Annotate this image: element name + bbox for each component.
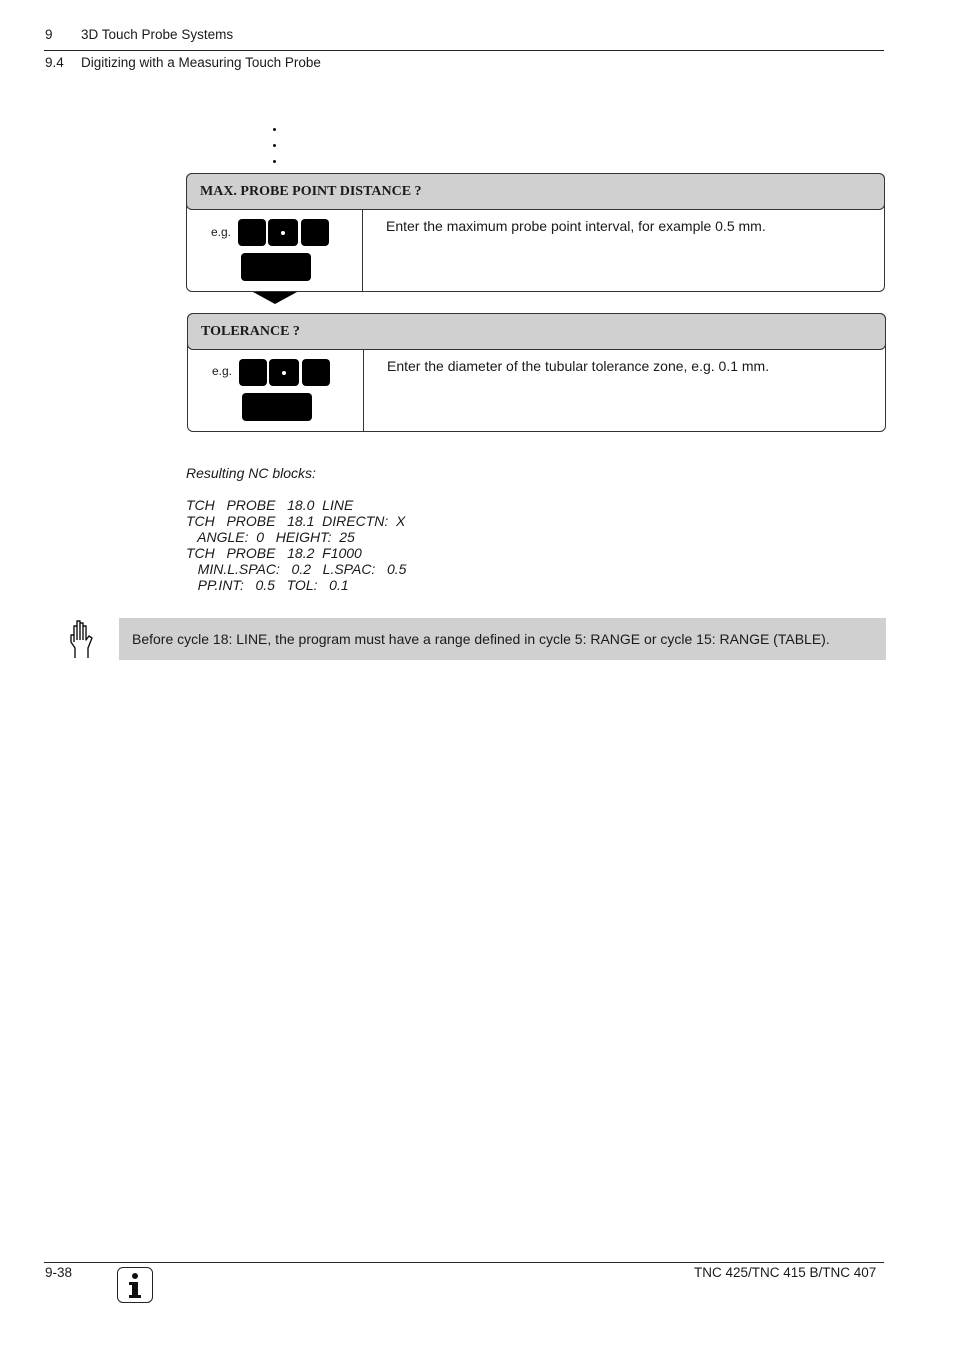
dialog-divider [362,210,363,291]
header-rule [44,50,884,51]
info-icon [117,1267,153,1303]
chapter-number: 9 [45,27,53,42]
section-title: Digitizing with a Measuring Touch Probe [81,55,321,70]
dialog-description: Enter the diameter of the tubular tolerance zone, e.g. 0.1 mm. [387,358,770,374]
nc-blocks-heading: Resulting NC blocks: [186,465,316,481]
decimal-point-icon [281,231,285,235]
digit-key-0[interactable] [239,359,267,386]
dialog-max-probe-point-distance [186,173,885,292]
chapter-title: 3D Touch Probe Systems [81,27,234,42]
nc-line: PP.INT: 0.5 TOL: 0.1 [186,577,349,593]
nc-line: TCH PROBE 18.1 DIRECTN: X [186,513,406,529]
decimal-point-icon [282,371,286,375]
decimal-point-key[interactable] [269,359,299,386]
nc-line: ANGLE: 0 HEIGHT: 25 [186,529,355,545]
enter-key[interactable] [241,253,311,281]
pointing-hand-icon [66,618,96,660]
dialog-tolerance [187,313,886,432]
digit-key-5[interactable] [301,219,329,246]
section-number: 9.4 [45,55,64,70]
dialog-title: TOLERANCE ? [187,313,886,350]
decimal-point-key[interactable] [268,219,298,246]
model-name: TNC 425/TNC 415 B/TNC 407 [694,1265,877,1280]
dialog-divider [363,350,364,431]
note-box [119,618,886,660]
digit-key-0[interactable] [238,219,266,246]
dialog-title: MAX. PROBE POINT DISTANCE ? [186,173,885,210]
example-label: e.g. [211,225,232,239]
page-number: 9-38 [45,1265,73,1280]
digit-key-1[interactable] [302,359,330,386]
dialog-description: Enter the maximum probe point interval, for example 0.5 mm. [386,218,766,234]
nc-line: TCH PROBE 18.0 LINE [186,497,354,513]
info-glyph-icon [118,1268,151,1301]
down-arrow-icon [253,292,297,304]
example-label: e.g. [212,364,233,378]
nc-line: MIN.L.SPAC: 0.2 L.SPAC: 0.5 [186,561,407,577]
enter-key[interactable] [242,393,312,421]
nc-line: TCH PROBE 18.2 F1000 [186,545,362,561]
footer-rule [44,1262,884,1263]
note-text: Before cycle 18: LINE, the program must have a range defined in cycle 5: RANGE or cycle 15: RANGE (TABLE). [132,631,830,647]
